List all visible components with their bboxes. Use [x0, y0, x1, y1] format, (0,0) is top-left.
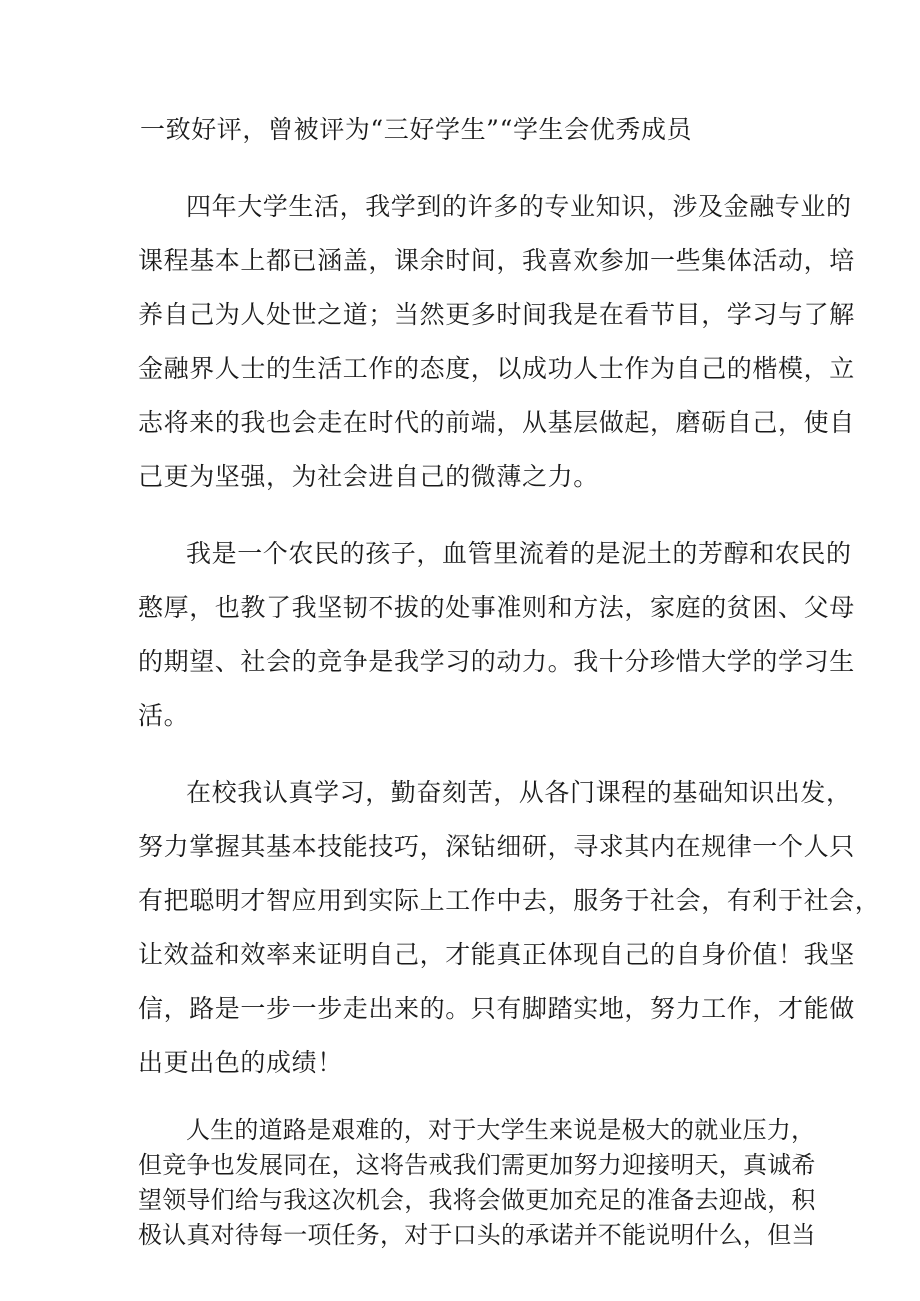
text-line: 养自己为人处世之道；当然更多时间我是在看节目，学习与了解	[138, 300, 855, 329]
text-line: 憨厚，也教了我坚韧不拔的处事准则和方法，家庭的贫困、父母	[138, 593, 855, 622]
text-line: 课程基本上都已涵盖，课余时间，我喜欢参加一些集体活动，培	[138, 246, 855, 275]
text-line: 在校我认真学习，勤奋刻苦，从各门课程的基础知识出发，	[186, 778, 852, 807]
text-line: 己更为坚强，为社会进自己的微薄之力。	[138, 462, 599, 491]
text-line: 信，路是一步一步走出来的。只有脚踏实地，努力工作，才能做	[138, 994, 855, 1023]
text-line: 志将来的我也会走在时代的前端，从基层做起，磨砺自己，使自	[138, 408, 855, 437]
text-line: 让效益和效率来证明自己，才能真正体现自己的自身价值！我坚	[138, 940, 855, 969]
text-line: 极认真对待每一项任务，对于口头的承诺并不能说明什么，但当	[138, 1221, 816, 1249]
text-line: 一致好评，曾被评为“三好学生”“学生会优秀成员	[140, 115, 693, 144]
text-line: 的期望、社会的竞争是我学习的动力。我十分珍惜大学的学习生	[138, 647, 855, 676]
text-line: 我是一个农民的孩子，血管里流着的是泥土的芳醇和农民的	[186, 539, 852, 568]
text-line: 人生的道路是艰难的，对于大学生来说是极大的就业压力，	[186, 1116, 816, 1144]
text-line: 努力掌握其基本技能技巧，深钻细研，寻求其内在规律一个人只	[138, 832, 855, 861]
text-line: 金融界人士的生活工作的态度，以成功人士作为自己的楷模，立	[138, 354, 855, 383]
text-line: 有把聪明才智应用到实际上工作中去，服务于社会，有利于社会，	[138, 886, 881, 915]
text-line: 出更出色的成绩！	[138, 1048, 343, 1077]
text-line: 活。	[138, 701, 190, 730]
text-line: 望领导们给与我这次机会，我将会做更加充足的准备去迎战，积	[138, 1186, 816, 1214]
text-line: 四年大学生活，我学到的许多的专业知识，涉及金融专业的	[186, 192, 852, 221]
text-line: 但竞争也发展同在，这将告戒我们需更加努力迎接明天，真诚希	[138, 1151, 816, 1179]
